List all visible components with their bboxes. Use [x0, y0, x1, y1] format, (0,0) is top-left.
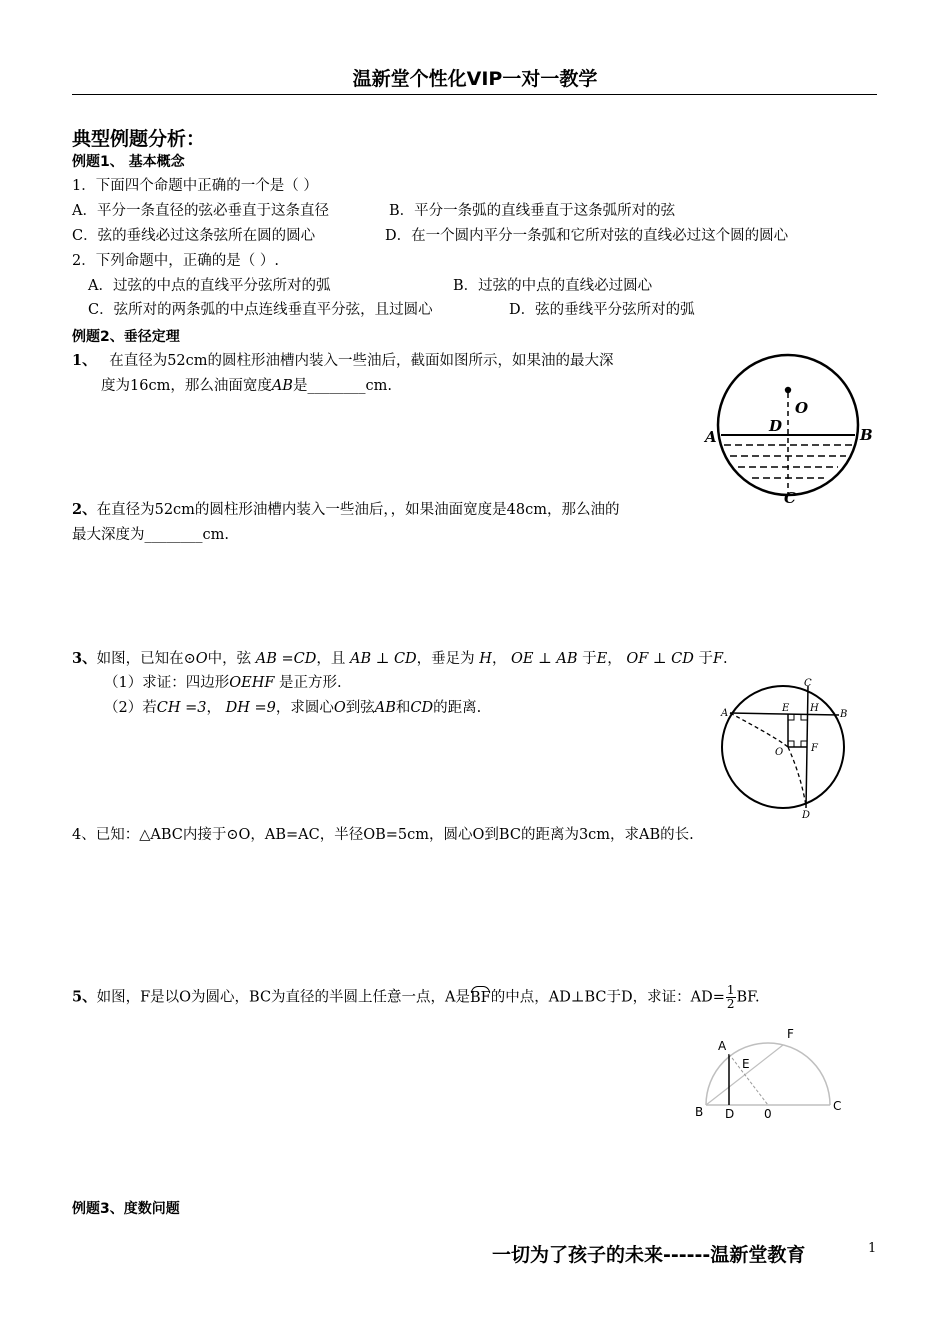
problem1-line2 [101, 376, 392, 396]
page-number: 1 [868, 1241, 877, 1256]
problem1-text-b: 是________cm. [292, 378, 392, 394]
p3-s2-ch: CH =3 [156, 700, 207, 716]
problem2-line1 [72, 500, 619, 520]
p3-s1-a: （1）求证：四边形 [104, 675, 230, 691]
segment-od [788, 747, 806, 806]
problem2-line2: 最大深度为________cm. [72, 527, 229, 543]
p3-s2-b: ，求圆心 [275, 700, 334, 716]
q2-option-c: C．弦所对的两条弧的中点连线垂直平分弦，且过圆心 [88, 302, 433, 318]
page-header-title: 温新堂个性化VIP一对一教学 [352, 68, 598, 90]
fraction-one-half [726, 984, 736, 1011]
oil-tank-figure [700, 345, 885, 510]
problem5-line [72, 984, 760, 1011]
q1-option-d: D．在一个圆内平分一条弧和它所对弦的直线必过这个圆的圆心 [385, 228, 789, 244]
p3-t4: ，垂足为 [416, 651, 475, 667]
p3-ab-eq-cd: AB =CD [255, 651, 317, 667]
p3-s2-o: O [333, 700, 346, 716]
problem3-line1 [72, 649, 728, 669]
q2-option-d: D．弦的垂线平分弦所对的弧 [509, 302, 695, 318]
problem2-text: 在直径为52cm的圆柱形油槽内装入一些油后，，如果油面宽度是48cm，那么油的 [96, 502, 620, 518]
p3-s2-dh: DH =9 [225, 700, 276, 716]
example3-heading: 例题3、度数问题 [72, 1201, 180, 1217]
fig5-label-o: 0 [764, 1107, 772, 1121]
q1-option-a: A．平分一条直径的弦必垂直于这条直径 [72, 203, 329, 219]
q2-stem: 2．下列命题中，正确的是（ ）. [72, 253, 279, 269]
p5-t2: 的中点，AD⊥BC于D，求证：AD= [490, 989, 725, 1006]
p5-t3: BF. [736, 989, 760, 1006]
q2-option-b: B．过弦的中点的直线必过圆心 [453, 278, 653, 294]
fig3-label-b: B [840, 709, 848, 720]
label-c: C [784, 489, 796, 507]
p3-t2: 中，弦 [207, 651, 252, 667]
label-a: A [705, 428, 717, 446]
p3-s2-e: 的距离. [433, 700, 482, 716]
fig3-label-a: A [721, 708, 729, 719]
p3-t6: 于 [582, 651, 597, 667]
example1-heading: 例题1、 基本概念 [72, 154, 185, 170]
fig5-label-b: B [695, 1105, 704, 1119]
problem1-text-a: 度为16cm，那么油面宽度 [101, 378, 272, 394]
p3-t7: ， [607, 651, 622, 667]
q1-stem: 1．下面四个命题中正确的一个是（ ） [72, 178, 318, 194]
fig3-label-d: D [802, 810, 811, 821]
fig3-label-e: E [782, 703, 790, 714]
p3-e: E [596, 651, 608, 667]
p3-t1: 如图，已知在⊙ [96, 651, 196, 667]
p3-t9: . [723, 651, 728, 667]
problem4-text: 4、已知：△ABC内接于⊙O，AB=AC，半径OB=5cm，圆心O到BC的距离为3cm，求AB的长. [72, 827, 694, 843]
header-rule [72, 94, 877, 95]
p3-h: H [479, 651, 492, 667]
q2-option-a: A．过弦的中点的直线平分弦所对的弧 [88, 278, 331, 294]
footer-slogan: 一切为了孩子的未来------温新堂教育 [492, 1244, 806, 1266]
label-b: B [860, 426, 873, 444]
label-d: D [769, 417, 783, 435]
q1-option-c: C．弦的垂线必过这条弦所在圆的圆心 [72, 228, 316, 244]
problem5-number: 5、 [72, 988, 97, 1006]
p3-s2-ab: AB [374, 700, 396, 716]
problem1-var-ab: AB [271, 378, 293, 394]
p3-s1-b: 是正方形. [279, 675, 342, 691]
chord-figure [715, 676, 855, 821]
fig3-label-o: O [775, 747, 784, 758]
right-angle-o [788, 741, 794, 747]
arc-bf: BF [470, 989, 491, 1006]
problem3-sub1 [104, 673, 342, 693]
semicircle-figure [690, 1022, 855, 1127]
p3-ab-perp-cd: AB ⊥ CD [349, 651, 417, 667]
p3-f: F [712, 651, 724, 667]
p3-s1-var: OEHF [229, 675, 275, 691]
p3-s2-d: 和 [395, 700, 411, 716]
p3-t8: 于 [698, 651, 713, 667]
problem3-number: 3、 [72, 650, 97, 667]
p3-s2-c: 到弦 [345, 700, 375, 716]
p3-o: O [195, 651, 208, 667]
q1-option-b: B．平分一条弧的直线垂直于这条弧所对的弦 [389, 203, 676, 219]
p3-t5: ， [491, 651, 507, 667]
segment-ao [730, 713, 788, 747]
fig5-label-a: A [718, 1039, 727, 1053]
fig5-label-c: C [833, 1099, 842, 1113]
fraction-denominator: 2 [726, 997, 735, 1011]
right-angle-f [801, 741, 807, 747]
fig3-label-h: H [810, 703, 819, 714]
fig5-label-d: D [725, 1107, 735, 1121]
problem2-number: 2、 [72, 501, 97, 518]
center-o-dot [785, 387, 791, 393]
problem3-sub2 [104, 698, 481, 718]
p3-t3: ，且 [316, 651, 346, 667]
example2-heading: 例题2、垂径定理 [72, 329, 180, 345]
label-o: O [795, 399, 809, 417]
fig5-label-f: F [787, 1027, 794, 1041]
section-title: 典型例题分析： [72, 128, 206, 150]
p3-s2-cd: CD [410, 700, 434, 716]
fig5-label-e: E [742, 1057, 750, 1071]
p3-of-perp-cd: OF ⊥ CD [626, 651, 694, 667]
fig3-label-f: F [811, 743, 818, 754]
fraction-numerator: 1 [726, 983, 735, 997]
fig3-label-c: C [804, 678, 812, 689]
p5-t1: 如图，F是以O为圆心，BC为直径的半圆上任意一点，A是 [96, 989, 471, 1006]
problem1-line1 [72, 351, 614, 371]
p3-s2-a: （2）若 [104, 700, 157, 716]
p3-oe-perp-ab: OE ⊥ AB [511, 651, 578, 667]
problem1-number: 1、 [72, 352, 97, 369]
problem1-text: 在直径为52cm的圆柱形油槽内装入一些油后，截面如图所示，如果油的最大深 [109, 353, 614, 369]
p3-s2-sep: ， [206, 700, 221, 716]
